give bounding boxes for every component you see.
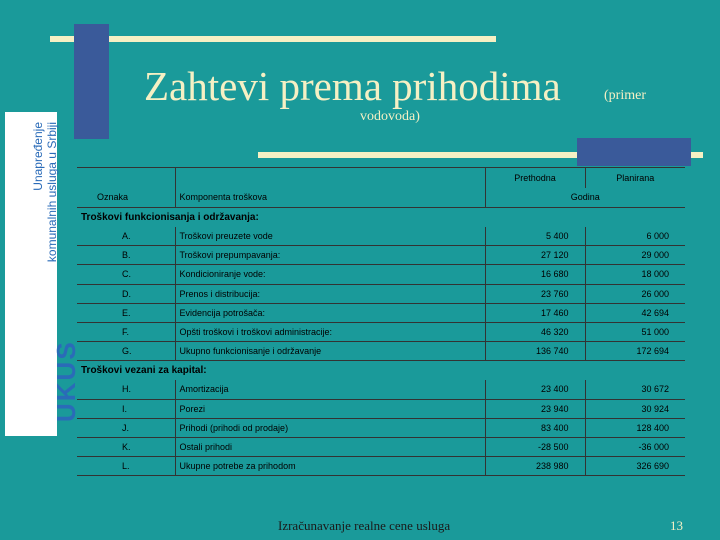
row-planirana: 29 000 [585, 246, 685, 265]
row-code: H. [77, 380, 175, 399]
logo-text-block [31, 116, 79, 432]
row-code: K. [77, 437, 175, 456]
table-row [77, 457, 685, 476]
row-prethodna: -28 500 [485, 437, 585, 456]
row-prethodna: 27 120 [485, 246, 585, 265]
row-prethodna: 23 940 [485, 399, 585, 418]
row-label: Amortizacija [175, 380, 485, 399]
page-number: 13 [670, 518, 683, 533]
row-planirana: -36 000 [585, 437, 685, 456]
row-label: Ukupno funkcionisanje i održavanje [175, 342, 485, 361]
row-planirana: 326 690 [585, 457, 685, 476]
row-code: L. [77, 457, 175, 476]
row-planirana: 18 000 [585, 265, 685, 284]
page-title-suffix: (primer [604, 88, 646, 103]
table-header-row-1 [77, 168, 685, 188]
row-label: Evidencija potrošača: [175, 303, 485, 322]
row-prethodna: 46 320 [485, 322, 585, 341]
table-row [77, 418, 685, 437]
row-code: F. [77, 322, 175, 341]
logo-mark: UKUS [51, 340, 81, 422]
row-label: Prenos i distribucija: [175, 284, 485, 303]
table-row [77, 284, 685, 303]
row-label: Troškovi preuzete vode [175, 227, 485, 246]
page-title-continuation: vodovoda) [360, 109, 420, 124]
table-row [77, 227, 685, 246]
row-code: G. [77, 342, 175, 361]
row-prethodna: 136 740 [485, 342, 585, 361]
revenue-requirements-table [77, 167, 685, 476]
row-code: D. [77, 284, 175, 303]
row-label: Prihodi (prihodi od prodaje) [175, 418, 485, 437]
table-row [77, 399, 685, 418]
row-planirana: 30 924 [585, 399, 685, 418]
right-blue-block [577, 138, 691, 166]
row-code: A. [77, 227, 175, 246]
table-row [77, 342, 685, 361]
row-code: J. [77, 418, 175, 437]
table-header-row-2 [77, 188, 685, 208]
table-row [77, 437, 685, 456]
top-accent-bar [50, 36, 496, 42]
row-planirana: 30 672 [585, 380, 685, 399]
row-label: Troškovi prepumpavanja: [175, 246, 485, 265]
row-label: Kondicioniranje vode: [175, 265, 485, 284]
row-code: B. [77, 246, 175, 265]
table-body [77, 208, 685, 476]
page-title: Zahtevi prema prihodima [144, 63, 561, 109]
row-planirana: 51 000 [585, 322, 685, 341]
section-heading-row [77, 361, 685, 380]
row-planirana: 172 694 [585, 342, 685, 361]
section-title: Troškovi vezani za kapital: [81, 365, 207, 377]
row-code: C. [77, 265, 175, 284]
row-prethodna: 23 400 [485, 380, 585, 399]
row-label: Porezi [175, 399, 485, 418]
row-planirana: 42 694 [585, 303, 685, 322]
row-planirana: 26 000 [585, 284, 685, 303]
row-code: I. [77, 399, 175, 418]
logo-line-1: Unapređenje [31, 122, 45, 191]
header-planirana: Planirana [616, 172, 655, 183]
header-oznaka: Oznaka [77, 188, 175, 208]
row-prethodna: 83 400 [485, 418, 585, 437]
header-prethodna: Prethodna [485, 168, 585, 188]
table-row [77, 380, 685, 399]
table-row [77, 303, 685, 322]
top-blue-block [74, 24, 109, 139]
section-heading-row [77, 208, 685, 227]
footer-text: Izračunavanje realne cene usluga [278, 518, 451, 533]
row-label: Ostali prihodi [175, 437, 485, 456]
row-label: Ukupne potrebe za prihodom [175, 457, 485, 476]
row-prethodna: 23 760 [485, 284, 585, 303]
row-prethodna: 17 460 [485, 303, 585, 322]
table-row [77, 265, 685, 284]
section-title: Troškovi funkcionisanja i održavanja: [81, 211, 259, 223]
logo-line-2: komunalnih usluga u Srbiji [45, 122, 59, 263]
row-prethodna: 16 680 [485, 265, 585, 284]
table-row [77, 322, 685, 341]
table-row [77, 246, 685, 265]
row-planirana: 6 000 [585, 227, 685, 246]
row-prethodna: 5 400 [485, 227, 585, 246]
row-prethodna: 238 980 [485, 457, 585, 476]
header-godina: Godina [570, 192, 600, 203]
ukus-logo [5, 112, 81, 436]
row-planirana: 128 400 [585, 418, 685, 437]
row-code: E. [77, 303, 175, 322]
header-komponenta: Komponenta troškova [175, 188, 485, 208]
row-label: Opšti troškovi i troškovi administracije: [175, 322, 485, 341]
